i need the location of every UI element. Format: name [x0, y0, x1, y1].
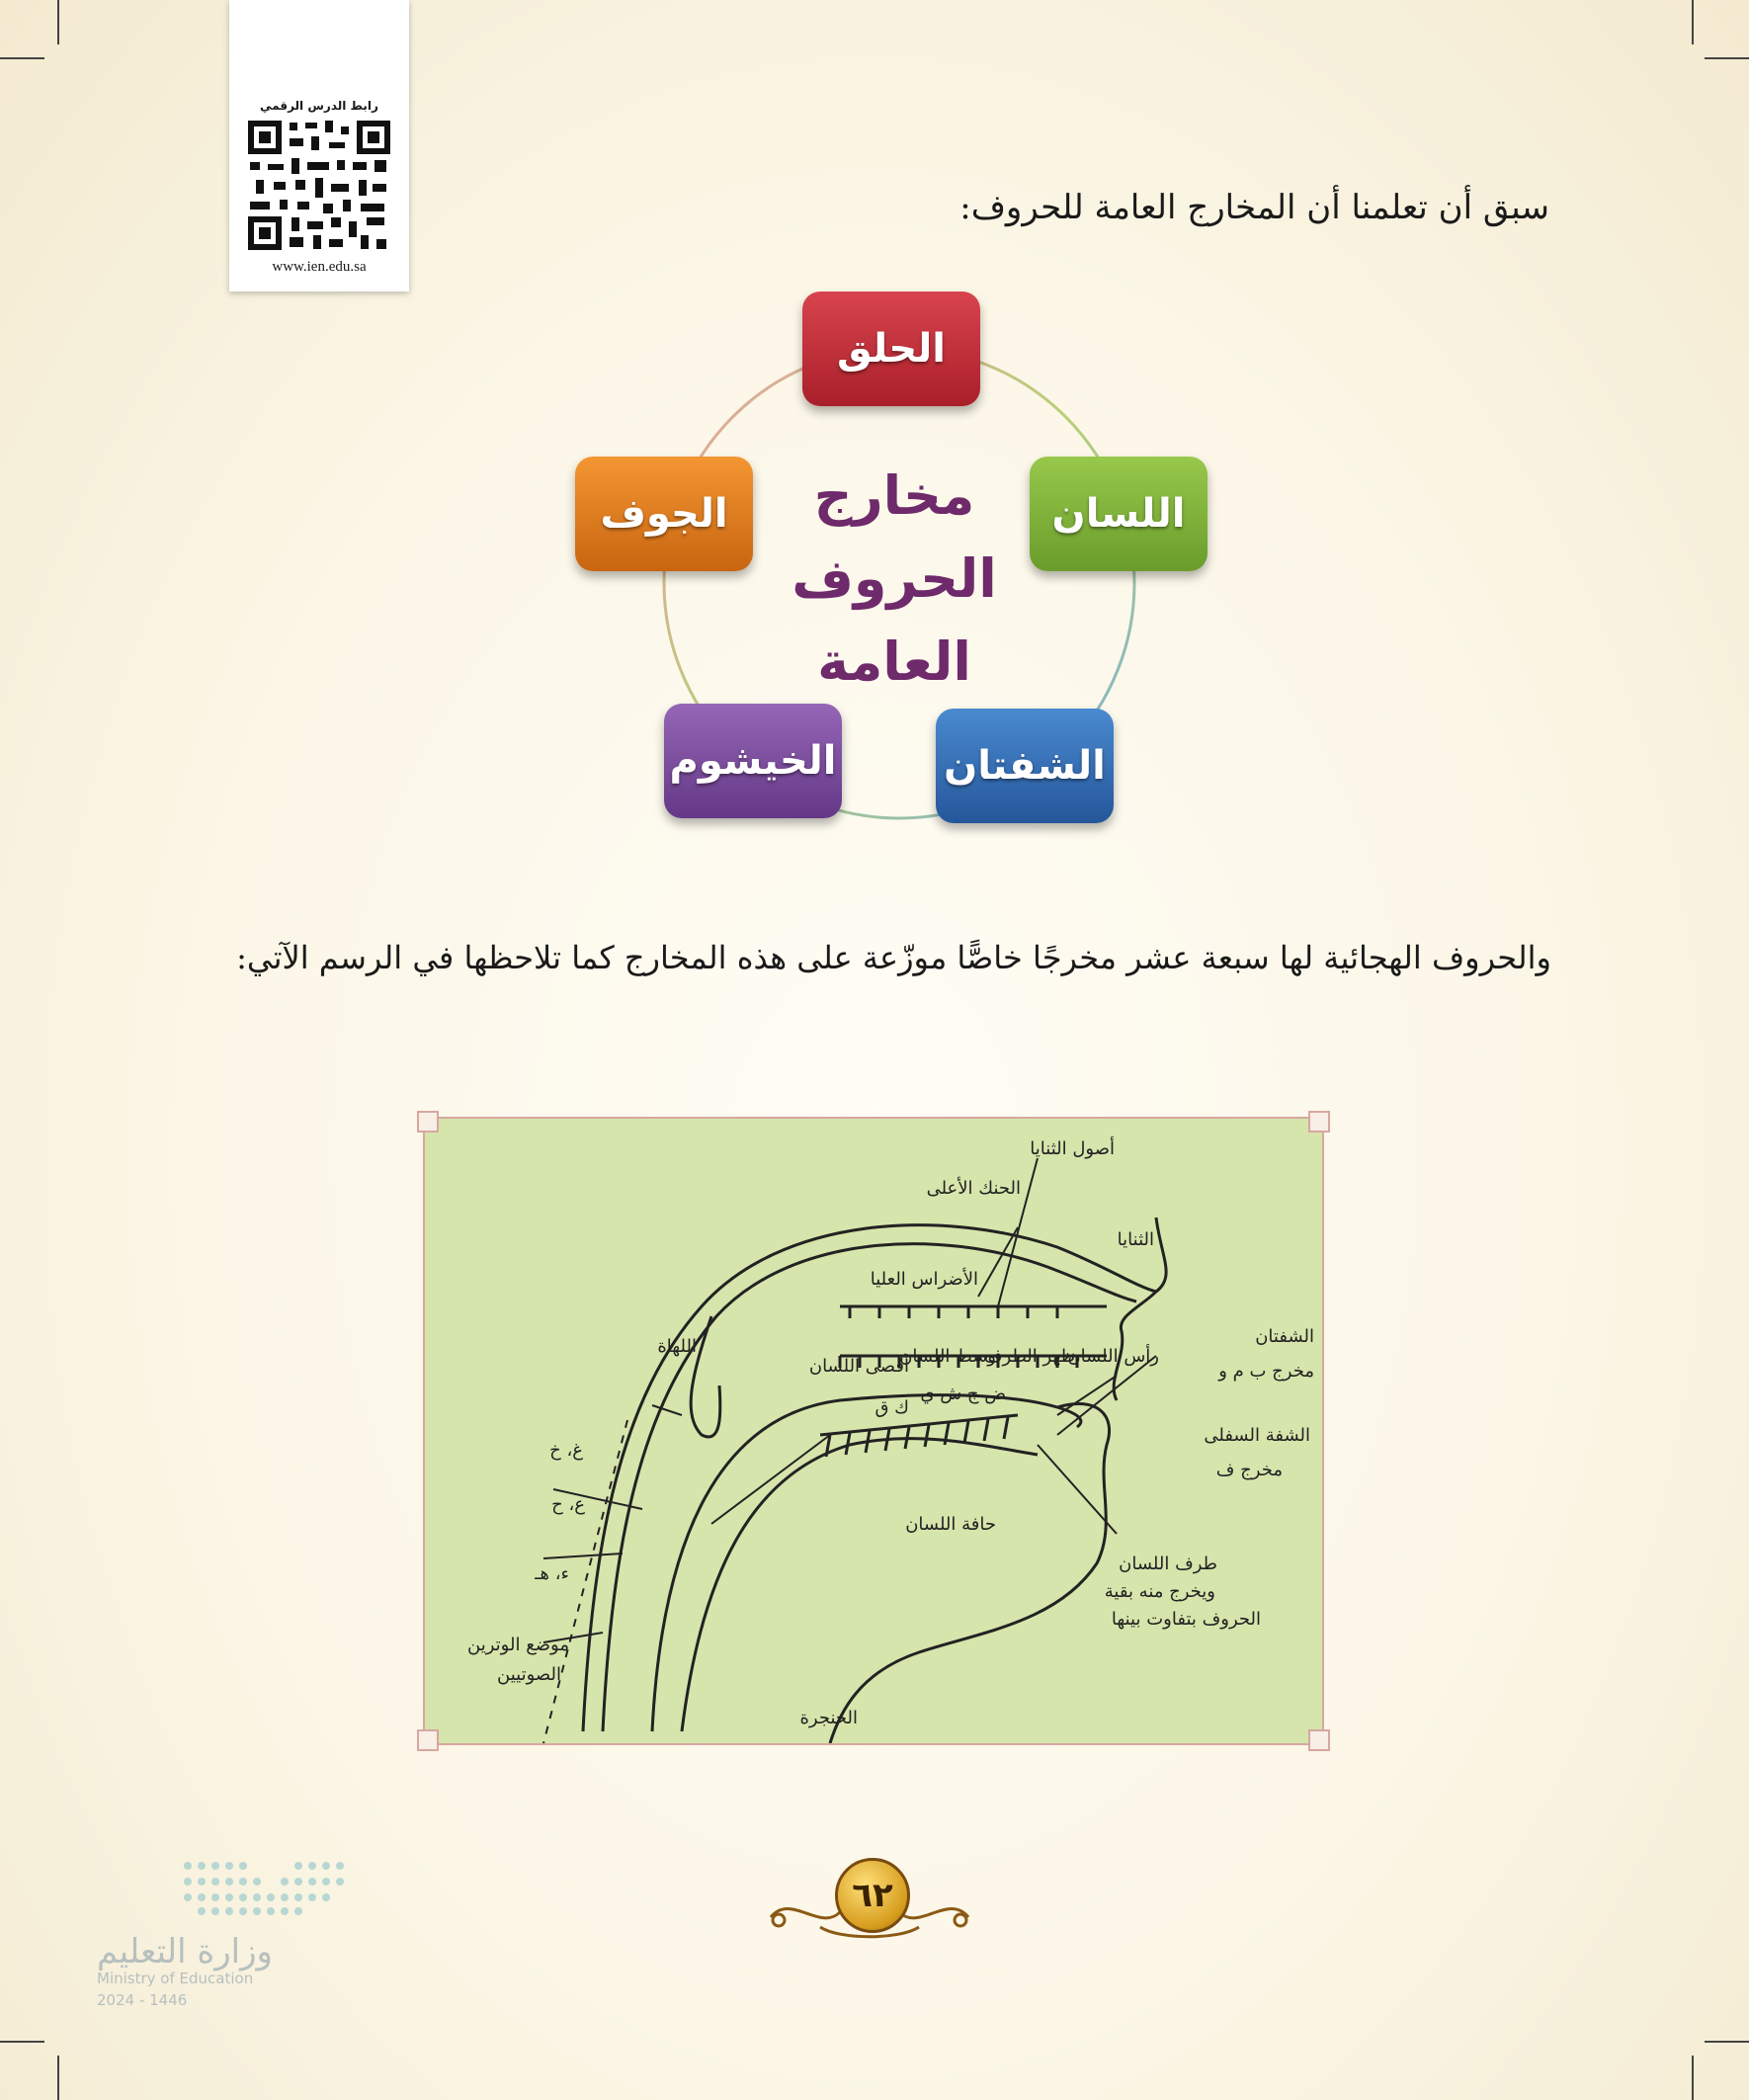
- label-tarf: طرف اللسان: [1119, 1554, 1217, 1574]
- label-hanjara: الحنجرة: [799, 1708, 858, 1728]
- label-tarf3: الحروف بتفاوت بينها: [1111, 1609, 1261, 1630]
- label-hamza: ء، هـ: [535, 1563, 569, 1584]
- label-lower-lip-out: مخرج ف: [1215, 1460, 1283, 1480]
- intro-text: سبق أن تعلمنا أن المخارج العامة للحروف:: [959, 188, 1549, 227]
- label-lower-lip: الشفة السفلى: [1204, 1425, 1310, 1446]
- label-qk: ك ق: [874, 1397, 909, 1418]
- crop-mark: [1692, 2056, 1694, 2100]
- label-wast: وسط اللسان: [899, 1346, 996, 1367]
- cycle-item-jawf: الجوف: [575, 457, 753, 571]
- label-hafa: حافة اللسان: [905, 1514, 996, 1535]
- label-tongue-letters: ض ج ش ي: [920, 1384, 1006, 1404]
- crop-mark: [0, 2041, 44, 2043]
- cycle-item-khayshum: الخيشوم: [664, 704, 842, 818]
- qr-label: رابط الدرس الرقمي: [260, 99, 378, 113]
- center-line-3: العامة: [817, 630, 971, 693]
- center-line-2: الحروف: [791, 547, 997, 610]
- crop-mark: [0, 57, 44, 59]
- label-shafatan-out: مخرج ب م و: [1218, 1361, 1314, 1382]
- center-line-1: مخارج: [813, 464, 975, 527]
- body-text: والحروف الهجائية لها سبعة عشر مخرجًا خاصًّا موزّعة على هذه المخارج كما تلاحظها في الرسم الآتي:: [236, 939, 1551, 976]
- label-aqsa: أقصى اللسان: [808, 1356, 909, 1377]
- ministry-name-ar: وزارة التعليم: [97, 1932, 273, 1972]
- label-tarf2: ويخرج منه بقية: [1104, 1581, 1215, 1602]
- crop-mark: [1705, 2041, 1749, 2043]
- ministry-name-en: Ministry of Education: [97, 1970, 254, 1987]
- qr-url[interactable]: www.ien.edu.sa: [272, 259, 367, 275]
- label-ghkh: غ، خ: [549, 1440, 583, 1461]
- label-lahat: اللهاة: [657, 1336, 697, 1357]
- label-shafatan: الشفتان: [1255, 1326, 1314, 1347]
- label-hanak: الحنك الأعلى: [926, 1178, 1021, 1199]
- cycle-item-halq: الحلق: [802, 292, 980, 406]
- label-thanaya: الثنايا: [1117, 1229, 1154, 1250]
- cycle-item-lisan: اللسان: [1030, 457, 1208, 571]
- label-ras: رأس اللسان: [1067, 1346, 1159, 1367]
- label-usool: أصول الثنايا: [1030, 1138, 1115, 1159]
- label-ah: ع، ح: [551, 1494, 585, 1515]
- crop-mark: [1692, 0, 1694, 44]
- label-watar2: الصوتيين: [497, 1664, 561, 1685]
- label-zahr: ظهر الطرف: [983, 1346, 1075, 1367]
- crop-mark: [1705, 57, 1749, 59]
- page-number: ٦٢: [835, 1858, 910, 1933]
- qr-card[interactable]: [229, 0, 409, 292]
- label-watar1: موضع الوترين: [467, 1635, 569, 1655]
- ministry-year: 2024 - 1446: [97, 1991, 188, 2009]
- crop-mark: [57, 0, 59, 44]
- crop-mark: [57, 2056, 59, 2100]
- ministry-logo-icon: [180, 1858, 348, 1917]
- articulation-diagram: [423, 1117, 1324, 1745]
- cycle-item-shafatan: الشفتان: [936, 709, 1114, 823]
- qr-code-icon[interactable]: [246, 119, 392, 252]
- cycle-center-title: [781, 455, 1008, 704]
- label-adras: الأضراس العليا: [870, 1269, 978, 1290]
